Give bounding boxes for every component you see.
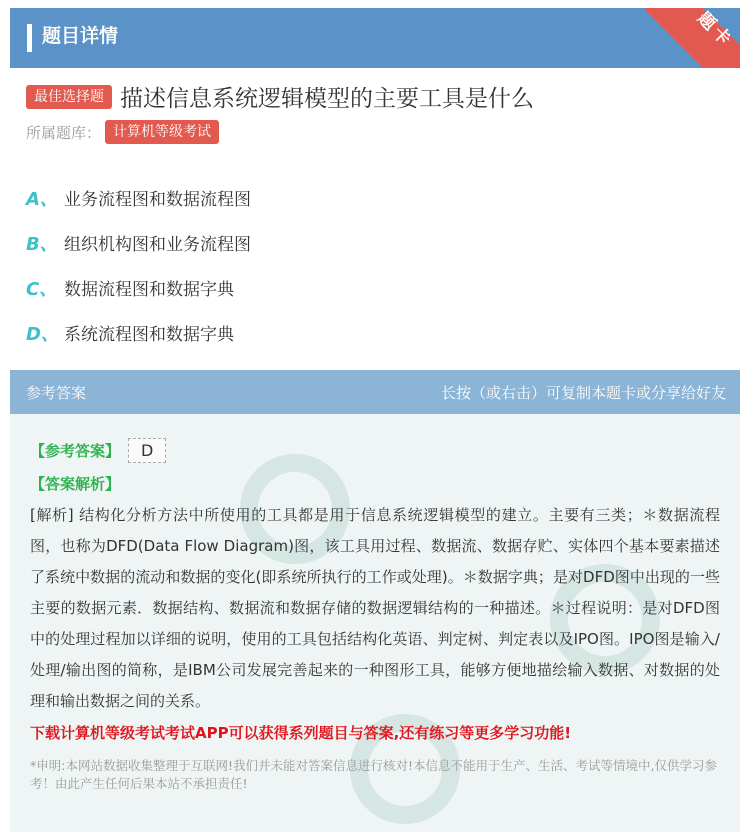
question-type-tag: 最佳选择题 bbox=[26, 85, 112, 109]
reference-answer-label: 【参考答案】 bbox=[30, 442, 121, 460]
option-letter: D、 bbox=[26, 323, 59, 345]
bank-row bbox=[26, 120, 219, 144]
header-accent-bar bbox=[27, 24, 32, 52]
reference-answer-value: D bbox=[128, 438, 166, 463]
option-text: 业务流程图和数据流程图 bbox=[64, 190, 251, 210]
question-text: 描述信息系统逻辑模型的主要工具是什么 bbox=[120, 86, 534, 112]
option-text: 组织机构图和业务流程图 bbox=[64, 235, 251, 255]
disclaimer-text: *申明:本网站数据收集整理于互联网!我们并未能对答案信息进行核对!本信息不能用于生产、生活、考试等情境中,仅供学习参考！由此产生任何后果本站不承担责任! bbox=[30, 758, 717, 791]
option-letter: C、 bbox=[26, 278, 58, 300]
bank-label: 所属题库： bbox=[26, 123, 102, 142]
option-text: 数据流程图和数据字典 bbox=[64, 280, 234, 300]
ribbon-label: 题卡 bbox=[693, 8, 738, 53]
analysis-text: [解析] 结构化分析方法中所使用的工具都是用于信息系统逻辑模型的建立。主要有三类；＊数据流程图，也称为DFD(Data Flow Diagram)图，该工具用过程、数据流、数据存贮、实体四个基本要素描述了系统中数据的流动和数据的变化(即系统所执行的工作或处理)。＊数据字典；是对DFD图中出现的一些主要的数据元素．数据结构、数据流和数据存储的数据逻辑结构的一种描述。＊过程说明：是对DFD图中的处理过程加以详细的说明，使用的工具包括结构化英语、判定树、判定表以及IPO图。IPO图是输入/处理/输出图的简称，是IBM公司发展完善起来的一种图形工具，能够方便地描绘输入数据、对数据的处理和输出数据之间的关系。 bbox=[30, 506, 720, 710]
header-bar bbox=[10, 8, 740, 68]
app-promo-link[interactable]: 下载计算机等级考试考试APP可以获得系列题目与答案,还有练习等更多学习功能! bbox=[30, 724, 572, 742]
analysis-label: 【答案解析】 bbox=[30, 475, 121, 493]
option-c[interactable] bbox=[26, 265, 251, 310]
option-b[interactable] bbox=[26, 220, 251, 265]
option-text: 系统流程图和数据字典 bbox=[64, 325, 234, 345]
bank-tag[interactable]: 计算机等级考试 bbox=[105, 120, 219, 144]
option-d[interactable] bbox=[26, 310, 251, 355]
answer-content bbox=[30, 438, 720, 793]
share-hint: 长按（或右击）可复制本题卡或分享给好友 bbox=[440, 384, 726, 402]
option-letter: A、 bbox=[26, 188, 58, 210]
answer-section-title: 参考答案 bbox=[26, 384, 87, 402]
page-title: 题目详情 bbox=[42, 25, 119, 47]
option-a[interactable] bbox=[26, 175, 251, 220]
answer-body bbox=[10, 414, 740, 832]
options-list bbox=[26, 175, 251, 355]
reference-answer-row bbox=[30, 438, 720, 463]
option-letter: B、 bbox=[26, 233, 58, 255]
question-row bbox=[26, 80, 534, 113]
answer-header bbox=[10, 370, 740, 414]
ribbon-label-wrap bbox=[686, 6, 746, 66]
